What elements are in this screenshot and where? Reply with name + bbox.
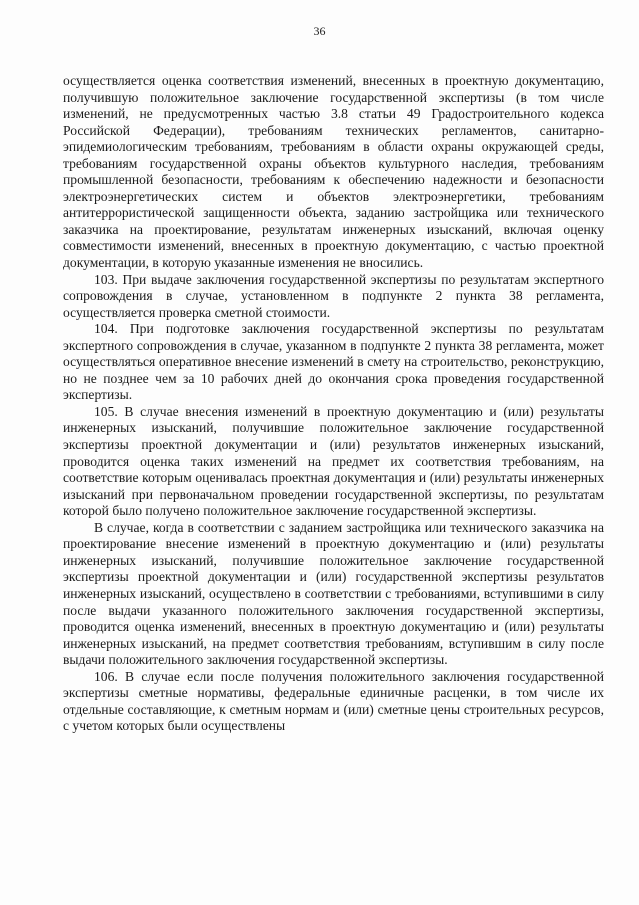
paragraph-103: 103. При выдаче заключения государственной экспертизы по результатам экспертного сопровождения в случае, установленном в подпункте 2 пункта 38 регламента, осуществляется проверка сметной стоимости.	[63, 271, 604, 320]
paragraph-105-second: В случае, когда в соответствии с заданием застройщика или технического заказчика на проектирование внесение изменений в проектную документацию и (или) результаты инженерных изысканий, получившие положительное заключение государственной экспертизы проектной документации и (или) государственной экспертизы результатов инженерных изысканий, осуществлено в соответствии с требованиями, вступившими в силу после выдачи указанного положительного заключения государственной экспертизы, проводится оценка изменений, внесенных в проектную документацию и (или) результаты инженерных изысканий, на предмет соответствия требованиям, вступившим в силу после выдачи положительного заключения государственной экспертизы.	[63, 519, 604, 668]
paragraph-105: 105. В случае внесения изменений в проектную документацию и (или) результаты инженерных изысканий, получившие положительное заключение государственной экспертизы проектной документации и (или) результатов инженерных изысканий, проводится оценка таких изменений на предмет их соответствия требованиям, на соответствие которым оценивалась проектная документация и (или) результаты инженерных изысканий при первоначальном проведении государственной экспертизы, по результатам которой было получено положительное заключение государственной экспертизы.	[63, 403, 604, 519]
paragraph-104: 104. При подготовке заключения государственной экспертизы по результатам экспертного сопровождения в случае, указанном в подпункте 2 пункта 38 регламента, может осуществляться оперативное внесение изменений в смету на строительство, реконструкцию, но не позднее чем за 10 рабочих дней до окончания срока проведения государственной экспертизы.	[63, 321, 604, 403]
document-body	[63, 73, 604, 735]
paragraph-continuation: осуществляется оценка соответствия изменений, внесенных в проектную документацию, получившую положительное заключение государственной экспертизы (в том числе изменений, не предусмотренных частью 3.8 статьи 49 Градостроительного кодекса Российской Федерации), требованиям технических регламентов, санитарно-эпидемиологическим требованиям, требованиям в области охраны окружающей среды, требованиям государственной охраны объектов культурного наследия, требованиям промышленной безопасности, требованиям к обеспечению надежности и безопасности электроэнергетических систем и объектов электроэнергетики, требованиям антитеррористической защищенности объекта, заданию застройщика или технического заказчика на проектирование, результатам инженерных изысканий, включая оценку совместимости изменений, внесенных в проектную документацию, с частью проектной документации, в которую указанные изменения не вносились.	[63, 73, 604, 271]
page-number: 36	[313, 24, 326, 38]
paragraph-106: 106. В случае если после получения положительного заключения государственной экспертизы сметные нормативы, федеральные единичные расценки, в том числе их отдельные составляющие, к сметным нормам и (или) сметные цены строительных ресурсов, с учетом которых были осуществлены	[63, 668, 604, 734]
